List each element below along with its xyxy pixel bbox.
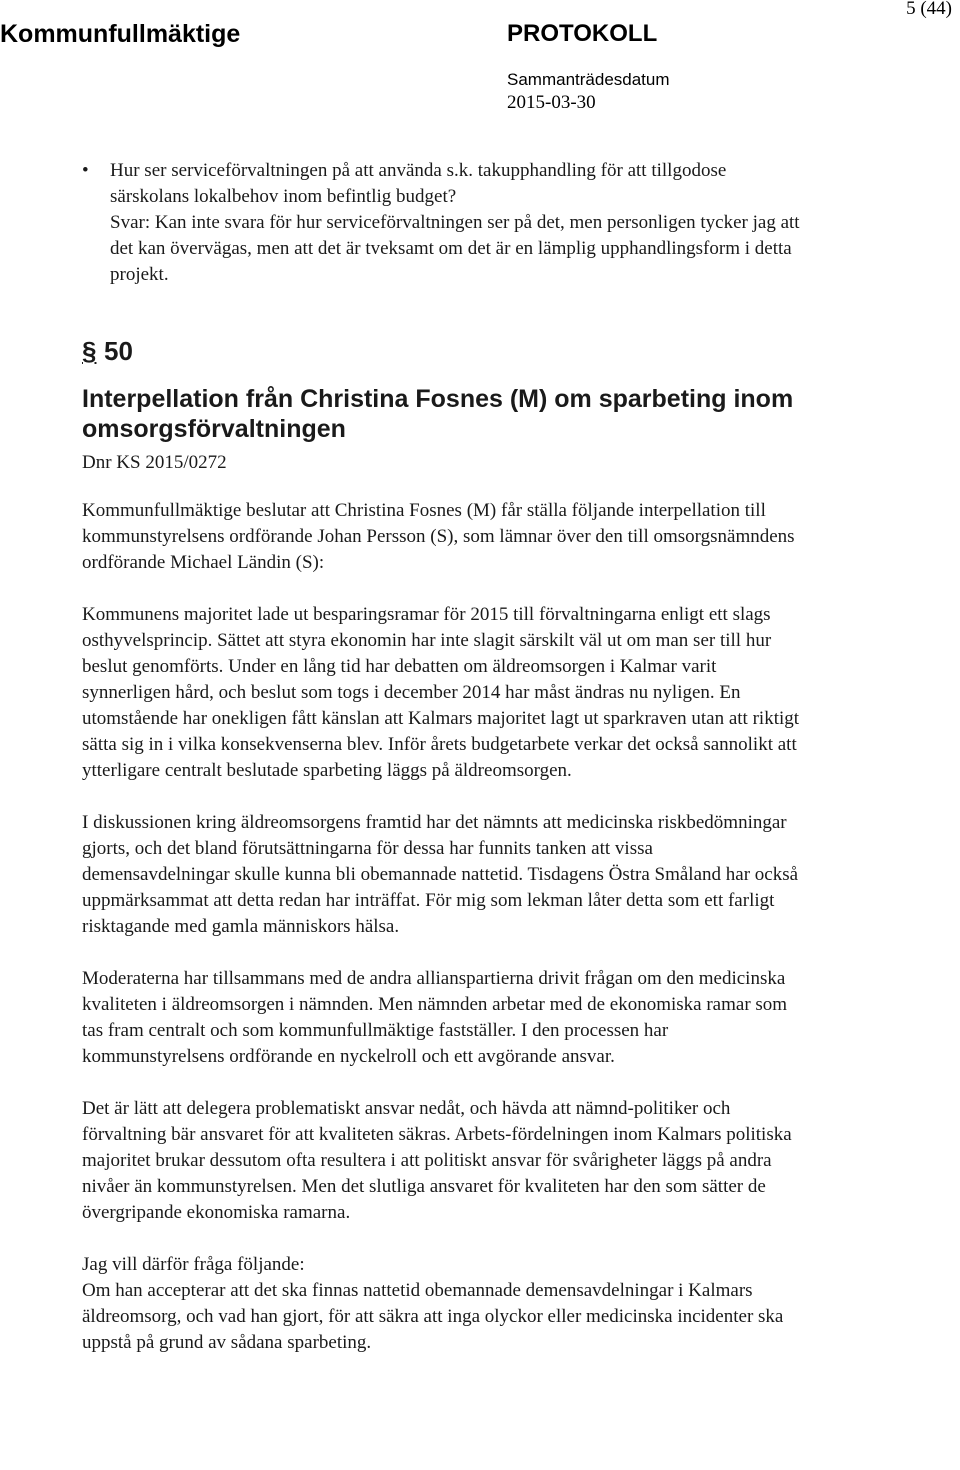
section-symbol: § — [82, 336, 97, 366]
bullet-icon: • — [82, 160, 89, 181]
paragraph: I diskussionen kring äldreomsorgens framtid har det nämnts att medicinska riskbedömningar gjorts, och det bland förutsättningarna för dessa har funnits tanken att vissa demensavdelningar skulle kunna bli obemannade nattetid. Tisdagens Östra Småland har också uppmärksammat att detta redan har inträffat. För mig som lekman låter detta som ett farligt risktagande med gamla människors hälsa. — [82, 812, 799, 937]
header-date-label: Sammanträdesdatum — [507, 70, 670, 89]
intro-answer: Svar: Kan inte svara för hur serviceförvaltningen ser på det, men personligen tycker jag att det kan övervägas, men att det är tveksamt om det är en lämplig upphandlingsform i detta projekt. — [110, 212, 800, 285]
paragraph: Kommunfullmäktige beslutar att Christina Fosnes (M) får ställa följande interpellation till kommunstyrelsens ordförande Johan Persson (S), som lämnar över den till omsorgsnämndens ordförande Michael Ländin (S): — [82, 500, 795, 573]
intro-qa — [82, 158, 802, 288]
paragraph: Jag vill därför fråga följande: — [82, 1254, 305, 1275]
paragraph: Moderaterna har tillsammans med de andra allianspartierna drivit frågan om den medicinska kvaliteten i äldreomsorgen i nämnden. Men nämnden arbetar med de ekonomiska ramar som tas fram centralt och som kommunfullmäktige fastställer. I den processen har kommunstyrelsens ordförande en nyckelroll och ett avgörande ansvar. — [82, 968, 788, 1067]
case-number: Dnr KS 2015/0272 — [82, 452, 227, 473]
header-document-type: PROTOKOLL — [507, 20, 658, 47]
paragraph: Kommunens majoritet lade ut besparingsramar för 2015 till förvaltningarna enligt ett slags osthyvelsprincip. Sättet att styra ekonomin har inte slagit särskilt väl ut om man ser till hur beslut genomförts. Under en lång tid har debatten om äldreomsorgen i Kalmar varit synnerligen hård, och beslut som togs i december 2014 har måst ändras nu nyligen. En utomstående har onekligen fått känslan att Kalmars majoritet lagt ut sparkraven utan att riktigt sätta sig in i vilka konsekvenserna blev. Inför årets budgetarbete verkar det också sannolikt att ytterligare centralt beslutade sparbeting läggs på äldreomsorgen. — [82, 604, 800, 781]
section-title: Interpellation från Christina Fosnes (M) om sparbeting inom omsorgsförvaltningen — [82, 385, 794, 443]
header-organization: Kommunfullmäktige — [0, 20, 241, 48]
header-date: 2015-03-30 — [507, 92, 596, 113]
paragraph: Om han accepterar att det ska finnas nattetid obemannade demensavdelningar i Kalmars äldreomsorg, och vad han gjort, för att säkra att inga olyckor eller medicinska incidenter ska uppstå på grund av sådana sparbeting. — [82, 1280, 784, 1353]
document-body — [82, 498, 802, 1356]
paragraph: Det är lätt att delegera problematiskt ansvar nedåt, och hävda att nämnd-politiker och förvaltning bär ansvaret för att kvaliteten säkras. Arbets-fördelningen inom Kalmars politiska majoritet brukar dessutom ofta resultera i att politiskt ansvar för svårigheter läggs på andra nivåer än kommunstyrelsen. Men det slutliga ansvaret för kvaliteten har den som sätter de övergripande ekonomiska ramarna. — [82, 1098, 792, 1223]
section-number: 50 — [104, 336, 133, 366]
page-number: 5 (44) — [906, 0, 952, 19]
intro-question: Hur ser serviceförvaltningen på att använda s.k. takupphandling för att tillgodose särskolans lokalbehov inom befintlig budget? — [110, 160, 727, 207]
